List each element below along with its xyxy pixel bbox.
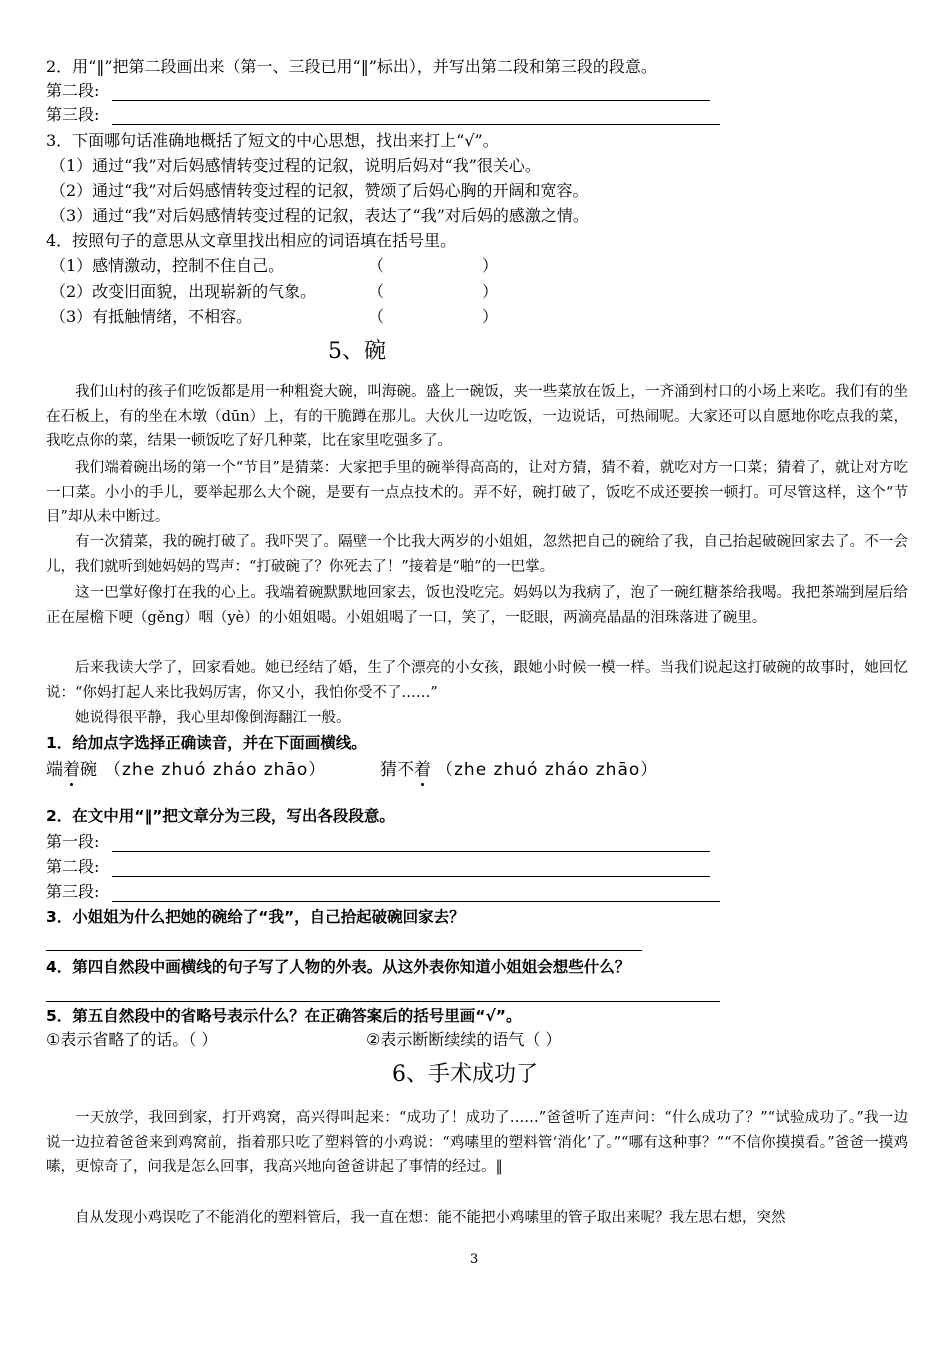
- word-text: 猜不: [380, 760, 414, 780]
- answer-line: [112, 100, 710, 101]
- section-title: 6、手术成功了: [392, 1062, 538, 1087]
- section-title: 5、碗: [328, 339, 386, 364]
- q4-item-1: （1）感情激动，控制不住自己。: [50, 256, 285, 275]
- q1-word-1: [46, 759, 97, 781]
- q1-word-2: [380, 759, 431, 781]
- option-2: （2）通过“我”对后妈感情转变过程的记叙，赞颂了后妈心胸的开阔和宽容。: [50, 181, 589, 200]
- paragraph: 后来我读大学了，回家看她。她已经结了婚，生了个漂亮的小女孩，跟她小时候一模一样。当我们说起这打破碗的故事时，她回忆说：“你妈打起人来比我妈厉害，你又小，我怕你受不了……”: [46, 660, 908, 701]
- paragraph: 我们山村的孩子们吃饭都是用一种粗瓷大碗，叫海碗。盛上一碗饭，夹一些菜放在饭上，一齐涌到村口的小场上来吃。我们有的坐在石板上，有的坐在木墩（dūn）上，有的干脆蹲在那儿。大伙儿一边吃饭，一边说话，可热闹呢。大家还可以自愿地你吃点我的菜，我吃点你的菜，结果一顿饭吃了好几种菜，比在家里吃强多了。: [46, 384, 908, 449]
- page-number: 3: [470, 1252, 479, 1267]
- paragraph: 她说得很平静，我心里却像倒海翻江一般。: [75, 710, 351, 726]
- paren-open: （: [368, 282, 385, 301]
- question-3: 3．下面哪句话准确地概括了短文的中心思想，找出来打上“√”。: [46, 131, 499, 150]
- answer-line: [112, 851, 710, 852]
- paren-close: ）: [482, 282, 499, 301]
- question-4: 4．按照句子的意思从文章里找出相应的词语填在括号里。: [46, 231, 457, 250]
- answer-line: [112, 876, 710, 877]
- q5-option-1: ①表示省略了的话。（ ）: [46, 1030, 218, 1049]
- answer-label: 第一段:: [46, 832, 100, 851]
- answer-label-second-paragraph: 第二段:: [46, 81, 100, 100]
- q4-item-2: （2）改变旧面貌，出现崭新的气象。: [50, 282, 317, 301]
- question-1: 1．给加点字选择正确读音，并在下面画横线。: [46, 734, 367, 752]
- paren-close: ）: [482, 307, 499, 326]
- paragraph: 这一巴掌好像打在我的心上。我端着碗默默地回家去，饭也没吃完。妈妈以为我病了，泡了一碗红糖茶给我喝。我把茶端到屋后给正在屋檐下哽（gěng）咽（yè）的小姐姐喝。小姐姐喝了一口，笑了，一眨眼，两滴亮晶晶的泪珠落进了碗里。: [46, 585, 908, 626]
- word-text: 碗: [80, 760, 97, 780]
- option-3: （3）通过“我”对后妈感情转变过程的记叙，表达了“我”对后妈的感激之情。: [50, 206, 589, 225]
- question-3: 3．小姐姐为什么把她的碗给了“我”，自己拾起破碗回家去？: [46, 908, 465, 926]
- dotted-char: 着: [63, 760, 80, 780]
- question-4: 4．第四自然段中画横线的句子写了人物的外表。从这外表你知道小姐姐会想些什么？: [46, 958, 631, 976]
- answer-label: 第二段:: [46, 857, 100, 876]
- answer-label: 第三段:: [46, 882, 100, 901]
- paren-close: ）: [482, 256, 499, 275]
- q1-readings-2: （zhe zhuó zháo zhāo）: [436, 760, 659, 780]
- word-text: 端: [46, 760, 63, 780]
- answer-line: [112, 901, 720, 902]
- question-2: 2．用“‖”把第二段画出来（第一、三段已用“‖”标出），并写出第二段和第三段的段意。: [46, 57, 657, 76]
- paren-open: （: [368, 307, 385, 326]
- answer-line: [46, 1001, 720, 1002]
- answer-label-third-paragraph: 第三段:: [46, 105, 100, 124]
- paren-open: （: [368, 256, 385, 275]
- question-5: 5．第五自然段中的省略号表示什么？在正确答案后的括号里画“√”。: [46, 1007, 522, 1025]
- option-1: （1）通过“我”对后妈感情转变过程的记叙，说明后妈对“我”很关心。: [50, 156, 541, 175]
- question-2: 2．在文中用“‖”把文章分为三段，写出各段段意。: [46, 807, 395, 825]
- dotted-char: 着: [414, 760, 431, 780]
- q5-option-2: ②表示断断续续的语气（ ）: [366, 1030, 562, 1049]
- paragraph: 一天放学，我回到家，打开鸡窝，高兴得叫起来：“成功了！成功了……”爸爸听了连声问：“什么成功了？”“试验成功了。”我一边说一边拉着爸爸来到鸡窝前，指着那只吃了塑料管的小鸡说：“鸡嗉里的塑料管‘消化’了。”“哪有这种事？”“不信你摸摸看。”爸爸一摸鸡嗉，更惊奇了，问我是怎么回事，我高兴地向爸爸讲起了事情的经过。‖: [46, 1110, 908, 1175]
- answer-line: [112, 124, 720, 125]
- q4-item-3: （3）有抵触情绪，不相容。: [50, 307, 253, 326]
- paragraph: 有一次猜菜，我的碗打破了。我吓哭了。隔壁一个比我大两岁的小姐姐，忽然把自己的碗给了我，自己抬起破碗回家去了。不一会儿，我们就听到她妈妈的骂声：“打破碗了？你死去了！”接着是“啪”的一巴掌。: [46, 534, 908, 575]
- paragraph: 我们端着碗出场的第一个“节目”是猜菜：大家把手里的碗举得高高的，让对方猜，猜不着，就吃对方一口菜；猜着了，就让对方吃一口菜。小小的手儿，要举起那么大个碗，是要有一点点技术的。弄不好，碗打破了，饭吃不成还要挨一顿打。可尽管这样，这个“节目”却从未中断过。: [46, 460, 908, 525]
- paragraph: 自从发现小鸡误吃了不能消化的塑料管后，我一直在想：能不能把小鸡嗉里的管子取出来呢？我左思右想，突然: [75, 1210, 786, 1226]
- answer-line: [46, 950, 642, 951]
- q1-readings-1: （zhe zhuó zháo zhāo）: [104, 760, 327, 780]
